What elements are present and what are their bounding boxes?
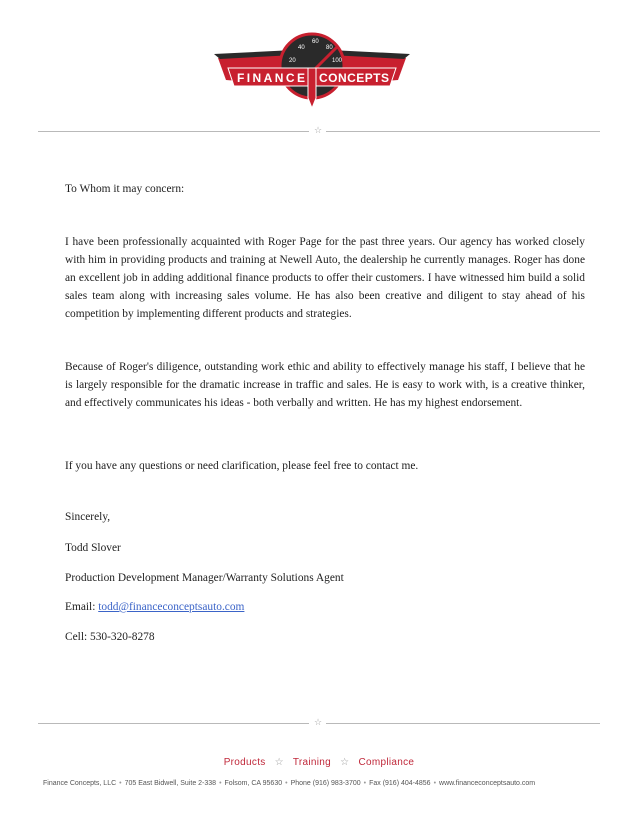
email-line bbox=[65, 598, 585, 616]
bullet-icon: • bbox=[285, 780, 288, 787]
tagline bbox=[0, 757, 638, 768]
bullet-icon: • bbox=[363, 780, 367, 787]
gauge-tick-80: 80 bbox=[326, 45, 333, 51]
email-link[interactable]: todd@financeconceptsauto.com bbox=[98, 601, 245, 613]
logo-shield-point bbox=[308, 68, 316, 108]
gauge-tick-60: 60 bbox=[312, 39, 319, 45]
paragraph-1: I have been professionally acquainted with Roger Page for the past three years. Our agency has worked closely with him in providing products and training at Newell Auto, the dealership he currently manages. Roger has done an excellent job in adding additional finance products to offer their customers. I have witnessed him build a solid sales team along with increasing sales volume. He has also been creative and diligent to stay ahead of his competition by implementing different products and strategies. bbox=[65, 236, 585, 320]
tagline-products: Products bbox=[223, 757, 266, 768]
bullet-icon: • bbox=[433, 780, 437, 787]
tagline-compliance: Compliance bbox=[358, 757, 415, 768]
closing: Sincerely, bbox=[65, 511, 111, 523]
footer-phone: Phone (916) 983-3700 bbox=[290, 780, 361, 787]
bottom-divider-right bbox=[326, 723, 600, 724]
footer-company: Finance Concepts, LLC bbox=[43, 780, 117, 787]
signer-title: Production Development Manager/Warranty Solutions Agent bbox=[65, 572, 344, 584]
footer-contact bbox=[43, 780, 603, 787]
tagline-training: Training bbox=[292, 757, 332, 768]
footer-fax: Fax (916) 404-4856 bbox=[369, 780, 431, 787]
salutation: To Whom it may concern: bbox=[65, 183, 185, 195]
footer-address: 705 East Bidwell, Suite 2-338 bbox=[124, 780, 217, 787]
paragraph-2: Because of Roger's diligence, outstanding work ethic and ability to effectively manage his staff, I believe that he is largely responsible for the dramatic increase in traffic and sales. He is easy to work with, is a creative thinker, and effectively communicates his ideas - both verbally and written. He has my highest endorsement. bbox=[65, 361, 585, 409]
finance-concepts-logo bbox=[214, 28, 410, 112]
bottom-divider-left bbox=[38, 723, 309, 724]
email-label: Email: bbox=[65, 601, 96, 613]
bullet-icon: • bbox=[119, 780, 122, 787]
footer-website[interactable]: www.financeconceptsauto.com bbox=[439, 780, 536, 787]
star-icon: ☆ bbox=[314, 126, 323, 136]
paragraph-3: If you have any questions or need clarification, please feel free to contact me. bbox=[65, 460, 419, 472]
brand-left-text: FINANCE bbox=[237, 71, 305, 85]
gauge-tick-20: 20 bbox=[289, 58, 296, 64]
bullet-icon: • bbox=[219, 780, 222, 787]
top-divider-left bbox=[38, 131, 309, 132]
gauge-tick-40: 40 bbox=[298, 45, 305, 51]
brand-right-text: CONCEPTS bbox=[319, 71, 389, 85]
cell-number: 530-320-8278 bbox=[90, 631, 155, 643]
footer-city: Folsom, CA 95630 bbox=[224, 780, 283, 787]
star-icon: ☆ bbox=[314, 718, 323, 728]
cell-line bbox=[65, 628, 585, 646]
signer-name: Todd Slover bbox=[65, 542, 121, 554]
cell-label: Cell: bbox=[65, 631, 88, 643]
star-icon: ☆ bbox=[340, 757, 350, 768]
star-icon: ☆ bbox=[274, 757, 284, 768]
gauge-tick-100: 100 bbox=[332, 58, 343, 64]
top-divider-right bbox=[326, 131, 600, 132]
